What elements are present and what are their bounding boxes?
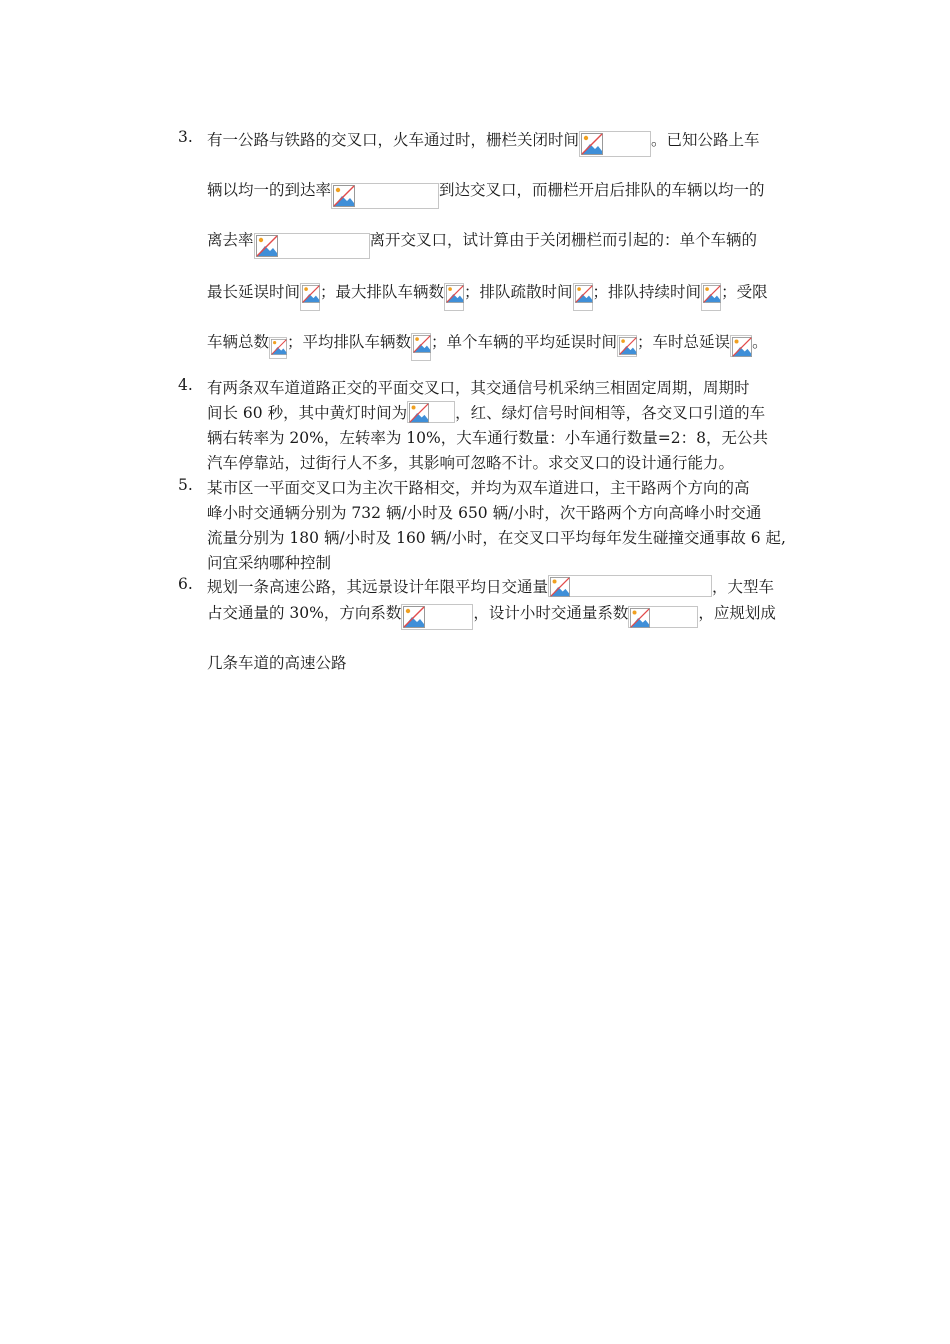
q3-line-2	[207, 178, 765, 209]
q5-text-4: 问宜采纳哪种控制	[207, 554, 332, 572]
broken-image-icon	[548, 575, 712, 597]
broken-image-icon	[269, 337, 287, 359]
broken-image-icon	[254, 233, 370, 259]
q6-line-2	[207, 601, 776, 630]
q6-text-2a: 占交通量的 30%，方向系数	[207, 604, 402, 622]
q5-line-2	[207, 501, 761, 523]
q6-text-1a: 规划一条高速公路，其远景设计年限平均日交通量	[207, 578, 549, 596]
broken-image-icon	[701, 283, 721, 311]
q5-line-3	[207, 526, 786, 548]
q3-line-4	[207, 280, 768, 311]
question-number: 6.	[178, 575, 193, 593]
q6-text-2c: ，应规划成	[698, 604, 776, 622]
q3-text-4c: ；排队疏散时间	[464, 283, 573, 301]
q4-line-4	[207, 451, 734, 473]
q3-text-5d: ；车时总延误	[637, 333, 731, 351]
q6-text-3: 几条车道的高速公路	[207, 654, 347, 672]
question-number: 4.	[178, 376, 193, 394]
broken-image-icon	[331, 183, 439, 209]
q3-text-1b: 。已知公路上车	[651, 131, 760, 149]
q4-text-4: 汽车停靠站，过街行人不多，其影响可忽略不计。求交叉口的设计通行能力。	[207, 454, 735, 472]
q3-line-3	[207, 228, 757, 259]
broken-image-icon	[628, 606, 698, 628]
q4-line-2	[207, 401, 765, 423]
broken-image-icon	[407, 401, 455, 423]
q3-text-3b: 离开交叉口，试计算由于关闭栅栏而引起的：单个车辆的	[369, 231, 758, 249]
broken-image-icon	[300, 283, 320, 311]
q5-text-3: 流量分别为 180 辆/小时及 160 辆/小时，在交叉口平均每年发生碰撞交通事故 6 起,	[207, 529, 786, 547]
q3-line-1	[207, 128, 760, 157]
q3-text-3a: 离去率	[207, 231, 254, 249]
q3-text-2a: 辆以均一的到达率	[207, 181, 332, 199]
broken-image-icon	[573, 283, 593, 311]
broken-image-icon	[730, 335, 752, 357]
q3-text-4b: ；最大排队车辆数	[320, 283, 445, 301]
q6-line-3	[207, 651, 347, 673]
q6-text-2b: ，设计小时交通量系数	[473, 604, 629, 622]
q4-text-1: 有两条双车道道路正交的平面交叉口，其交通信号机采纳三相固定周期，周期时	[207, 379, 750, 397]
q3-text-5a: 车辆总数	[207, 333, 270, 351]
q4-text-3: 辆右转率为 20%，左转率为 10%，大车通行数量：小车通行数量=2：8，无公共	[207, 429, 768, 447]
q3-text-4d: ；排队持续时间	[592, 283, 702, 301]
q3-line-5	[207, 330, 768, 361]
broken-image-icon	[579, 131, 651, 157]
q3-text-5e: 。	[752, 333, 768, 351]
broken-image-icon	[617, 335, 637, 357]
q4-text-2a: 间长 60 秒，其中黄灯时间为	[207, 404, 408, 422]
q4-line-3	[207, 426, 768, 448]
q3-text-5b: ；平均排队车辆数	[287, 333, 412, 351]
broken-image-icon	[401, 604, 473, 630]
q4-line-1	[207, 376, 750, 398]
q5-line-1	[207, 476, 750, 498]
q3-text-5c: ；单个车辆的平均延误时间	[431, 333, 618, 351]
q5-line-4	[207, 551, 331, 573]
q4-text-2b: ，红、绿灯信号时间相等，各交叉口引道的车	[455, 404, 766, 422]
q3-text-2b: 到达交叉口，而栅栏开启后排队的车辆以均一的	[439, 181, 765, 199]
q5-text-2: 峰小时交通辆分别为 732 辆/小时及 650 辆/小时，次干路两个方向高峰小时交通	[207, 504, 762, 522]
q3-text-4a: 最长延误时间	[207, 283, 301, 301]
q3-text-4e: ；受限	[721, 283, 768, 301]
question-number: 5.	[178, 476, 193, 494]
broken-image-icon	[444, 283, 464, 311]
question-number: 3.	[178, 128, 193, 146]
q6-line-1	[207, 575, 774, 597]
q5-text-1: 某市区一平面交叉口为主次干路相交，并均为双车道进口，主干路两个方向的高	[207, 479, 750, 497]
q3-text-1a: 有一公路与铁路的交叉口，火车通过时，栅栏关闭时间	[207, 131, 580, 149]
q6-text-1b: ，大型车	[712, 578, 775, 596]
broken-image-icon	[411, 333, 431, 361]
